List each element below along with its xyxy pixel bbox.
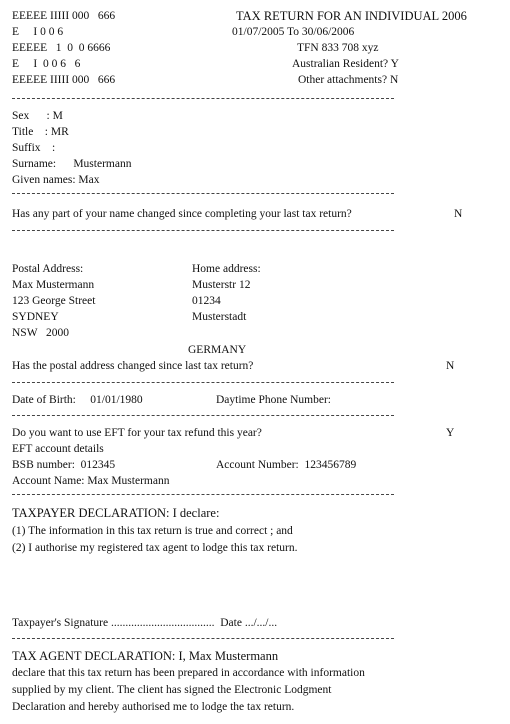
separator bbox=[12, 193, 394, 194]
header-code-line: EEEEE IIIII 000 666 bbox=[12, 10, 116, 22]
date-of-birth: Date of Birth: 01/01/1980 bbox=[12, 394, 143, 406]
other-attachments: Other attachments? N bbox=[298, 74, 399, 86]
postal-address-line: SYDNEY bbox=[12, 311, 59, 323]
taxpayer-signature-line: Taxpayer's Signature .................................... Date .../.../... bbox=[12, 617, 278, 629]
account-number: Account Number: 123456789 bbox=[216, 459, 357, 471]
postal-address-line: 123 George Street bbox=[12, 295, 96, 307]
tax-agent-declaration-heading: TAX AGENT DECLARATION: I, Max Mustermann bbox=[12, 649, 279, 663]
name-change-answer: N bbox=[454, 208, 463, 220]
suffix-field: Suffix : bbox=[12, 142, 56, 154]
account-name: Account Name: Max Mustermann bbox=[12, 475, 170, 487]
given-names-field: Given names: Max bbox=[12, 174, 100, 186]
home-address-country: GERMANY bbox=[188, 344, 247, 356]
page-title: TAX RETURN FOR AN INDIVIDUAL 2006 bbox=[236, 9, 467, 23]
declaration-item: (2) I authorise my registered tax agent to lodge this tax return. bbox=[12, 542, 298, 554]
header-code-line: E I 0 0 6 6 bbox=[12, 58, 81, 70]
postal-address-line: NSW 2000 bbox=[12, 327, 69, 339]
separator bbox=[12, 382, 394, 383]
separator bbox=[12, 98, 394, 99]
separator bbox=[12, 494, 394, 495]
taxpayer-declaration-heading: TAXPAYER DECLARATION: I declare: bbox=[12, 506, 220, 520]
surname-field: Surname: Mustermann bbox=[12, 158, 132, 170]
separator bbox=[12, 638, 394, 639]
agent-declaration-line: Declaration and hereby authorised me to lodge the tax return. bbox=[12, 701, 295, 713]
name-change-question: Has any part of your name changed since completing your last tax return? bbox=[12, 208, 352, 220]
header-code-line: E I 0 0 6 bbox=[12, 26, 64, 38]
tfn: TFN 833 708 xyz bbox=[297, 42, 379, 54]
bsb-number: BSB number: 012345 bbox=[12, 459, 116, 471]
eft-question: Do you want to use EFT for your tax refund this year? bbox=[12, 427, 262, 439]
home-address-line: 01234 bbox=[192, 295, 221, 307]
header-code-line: EEEEE 1 0 0 6666 bbox=[12, 42, 111, 54]
resident-status: Australian Resident? Y bbox=[292, 58, 399, 70]
header-code-line: EEEEE IIIII 000 666 bbox=[12, 74, 116, 86]
separator bbox=[12, 415, 394, 416]
postal-change-question: Has the postal address changed since last tax return? bbox=[12, 360, 254, 372]
declaration-item: (1) The information in this tax return is true and correct ; and bbox=[12, 525, 293, 537]
postal-change-answer: N bbox=[446, 360, 455, 372]
tax-period: 01/07/2005 To 30/06/2006 bbox=[232, 26, 355, 38]
home-address-line: Musterstr 12 bbox=[192, 279, 251, 291]
eft-details-heading: EFT account details bbox=[12, 443, 104, 455]
agent-declaration-line: declare that this tax return has been prepared in accordance with information bbox=[12, 667, 365, 679]
postal-address-line: Max Mustermann bbox=[12, 279, 95, 291]
postal-address-heading: Postal Address: bbox=[12, 263, 84, 275]
home-address-line: Musterstadt bbox=[192, 311, 247, 323]
separator bbox=[12, 230, 394, 231]
sex-field: Sex : M bbox=[12, 110, 63, 122]
agent-declaration-line: supplied by my client. The client has signed the Electronic Lodgment bbox=[12, 684, 332, 696]
eft-answer: Y bbox=[446, 427, 455, 439]
home-address-heading: Home address: bbox=[192, 263, 261, 275]
daytime-phone: Daytime Phone Number: bbox=[216, 394, 331, 406]
title-field: Title : MR bbox=[12, 126, 69, 138]
